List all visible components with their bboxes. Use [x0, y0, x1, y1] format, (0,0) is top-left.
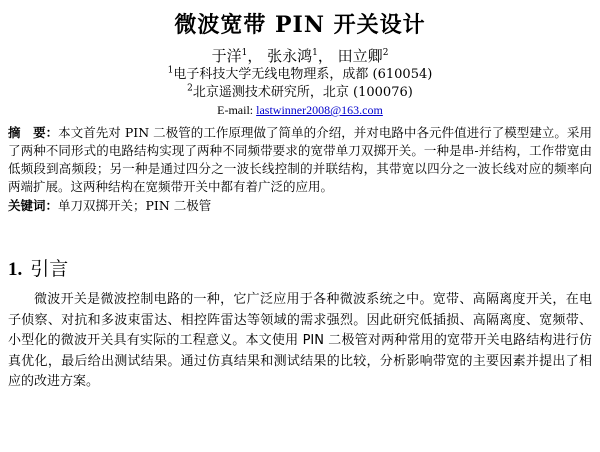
section-number: 1.: [8, 259, 23, 280]
author-affiliation-mark: 2: [382, 48, 389, 58]
abstract-label: 摘 要：: [8, 125, 59, 140]
author-separator: ，: [247, 47, 263, 65]
author-separator: ，: [317, 47, 333, 65]
keywords-label: 关键词：: [8, 198, 59, 213]
affiliation-text: 北京遥测技术研究所，北京 (100076): [192, 85, 413, 100]
section-body: 微波开关是微波控制电路的一种，它广泛应用于各种微波系统之中。宽带、高隔离度开关，在电子侦察、对抗和多波束雷达、相控阵雷达等领域的需求强烈。因此研究低插损、高隔离度、宽频带、小型化的微波开关具有实际的工程意义。本文使用 PIN 二极管对两种常用的宽带开关电路结构进行仿真优化，最后给出测试结果。通过仿真结果和测试结果的比较，分析影响带宽的主要因素并提出了相应的改进方案。: [8, 292, 592, 389]
section-heading: [8, 257, 592, 282]
author-affiliation-mark: 1: [241, 48, 248, 58]
email-label: E-mail:: [217, 103, 254, 117]
abstract: [8, 124, 592, 196]
affiliation-text: 电子科技大学无线电物理系，成都 (610054): [173, 67, 433, 82]
keywords-text: 单刀双掷开关；PIN 二极管: [58, 198, 212, 213]
affiliation-1: [8, 66, 592, 84]
email-link[interactable]: lastwinner2008@163.com: [256, 103, 383, 117]
author-name: 于洋: [211, 47, 242, 65]
affiliation-mark: 1: [167, 65, 174, 76]
author-name: 张永鸿: [267, 47, 313, 65]
author-list: [8, 46, 592, 66]
paper-title: 微波宽带 PIN 开关设计: [174, 12, 426, 38]
keywords: [8, 197, 592, 215]
contact-email: [8, 102, 592, 118]
abstract-text: 本文首先对 PIN 二极管的工作原理做了简单的介绍，并对电路中各元件值进行了模型建立。采用了两种不同形式的电路结构实现了两种不同频带要求的宽带单刀双掷开关。一种是串-并结构，工作带宽由低频段到高频段；另一种是通过四分之一波长线控制的并联结构，其带宽以四分之一波长线对应的频率向两端扩展。这两种结构在宽频带开关中都有着广泛的应用。: [8, 125, 592, 194]
section-title: 引言: [30, 258, 69, 280]
affiliation-mark: 2: [187, 83, 193, 94]
affiliation-2: [8, 84, 592, 102]
author-affiliation-mark: 1: [312, 48, 318, 58]
author-name: 田立卿: [337, 47, 383, 65]
